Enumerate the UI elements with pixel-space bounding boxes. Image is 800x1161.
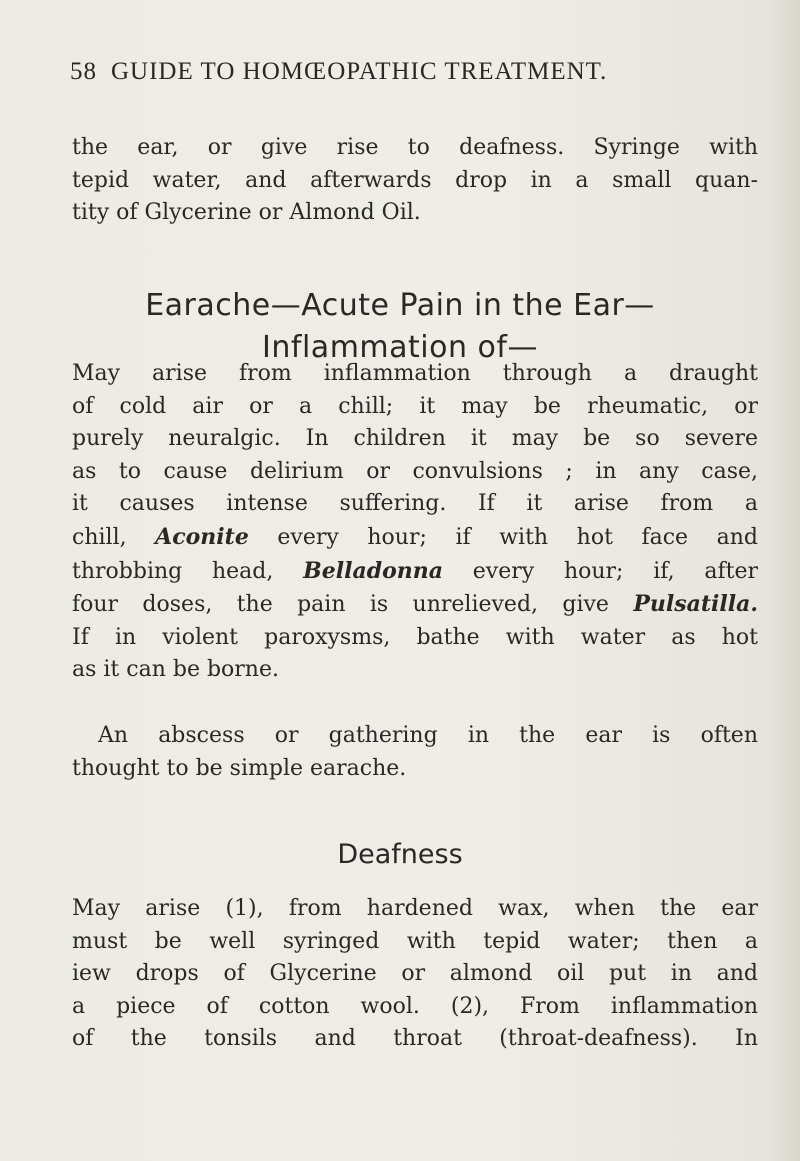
running-head <box>70 58 770 86</box>
text-fragment: every hour; if with hot face and <box>277 524 759 550</box>
text-line: May arise (1), from hardened wax, when the ear <box>72 896 758 921</box>
text-fragment: four doses, the pain is unrelieved, give <box>72 592 609 618</box>
heading-line: Inflammation of— <box>262 330 538 365</box>
text-line: If in violent paroxysms, bathe with water as hot <box>72 624 758 650</box>
text-line <box>72 555 758 589</box>
text-line <box>72 588 758 622</box>
text-line: of the tonsils and throat (throat-deafness). In <box>72 1026 758 1052</box>
text-line: the ear, or give rise to deafness. Syringe with <box>72 135 758 160</box>
text-fragment: chill, <box>72 524 127 550</box>
text-fragment: throbbing head, <box>72 558 274 584</box>
text-line: of cold air or a chill; it may be rheumatic, or <box>72 393 758 419</box>
running-title: GUIDE TO HOMŒOPATHIC TREATMENT. <box>111 58 608 85</box>
text-line <box>72 521 758 555</box>
text-line: as to cause delirium or convulsions ; in any case, <box>72 458 758 484</box>
text-line: iew drops of Glycerine or almond oil put in and <box>72 961 758 987</box>
text-line: as it can be borne. <box>72 657 279 683</box>
text-line: tepid water, and afterwards drop in a small quan- <box>72 167 758 193</box>
text-line: it causes intense suffering. If it arise from a <box>72 491 758 517</box>
heading-line: Earache—Acute Pain in the Ear— <box>145 288 655 323</box>
paragraph-earache <box>72 358 758 687</box>
section-heading-deafness: Deafness <box>337 839 463 870</box>
remedy-name: Pulsatilla. <box>633 591 758 618</box>
text-line: May arise from inflammation through a draught <box>72 361 758 386</box>
text-fragment: every hour; if, after <box>472 558 758 584</box>
text-line: a piece of cotton wool. (2), From inflammation <box>72 993 758 1019</box>
text-line: purely neuralgic. In children it may be so severe <box>72 426 758 452</box>
page-number: 58 <box>70 58 97 85</box>
text-line: must be well syringed with tepid water; then a <box>72 928 758 954</box>
remedy-name: Aconite <box>155 523 249 550</box>
paragraph-ear-continuation <box>72 132 758 230</box>
text-line: tity of Glycerine or Almond Oil. <box>72 200 421 226</box>
section-heading-earache <box>0 285 800 369</box>
remedy-name: Belladonna <box>303 557 444 584</box>
paragraph-abscess <box>72 720 758 785</box>
text-line: thought to be simple earache. <box>72 755 407 781</box>
paragraph-deafness <box>72 893 758 1056</box>
text-line: An abscess or gathering in the ear is often <box>98 723 758 748</box>
